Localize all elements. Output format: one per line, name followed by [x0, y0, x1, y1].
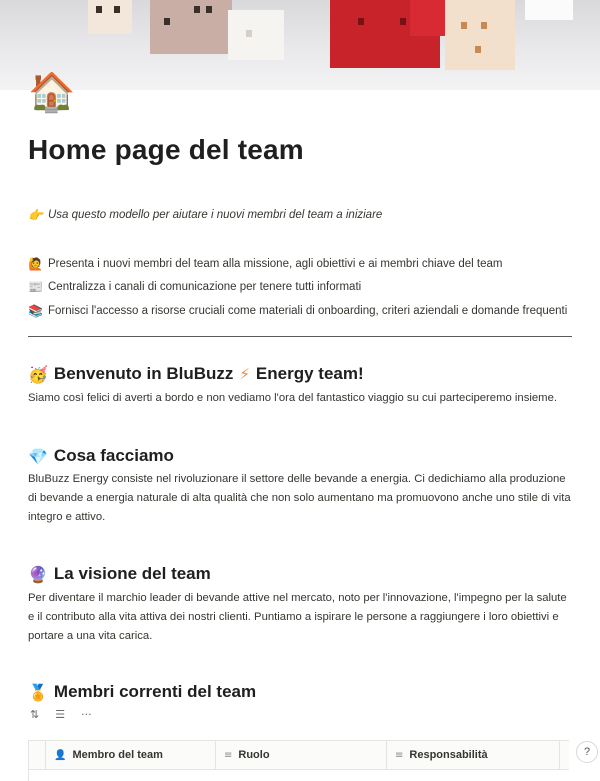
lightning-icon: ⚡ — [239, 365, 250, 383]
column-header-label: Ruolo — [238, 749, 270, 761]
paper-house-white-right — [525, 0, 573, 20]
sort-icon[interactable]: ⇅ — [30, 708, 40, 721]
intro-line — [28, 208, 382, 222]
column-header-member[interactable] — [46, 741, 216, 769]
paper-house-cream — [445, 0, 515, 70]
table-header — [29, 741, 569, 770]
list-item — [28, 304, 567, 318]
pointing-hand-icon: 👉 — [28, 208, 43, 222]
team-vision-text: Per diventare il marchio leader di bevande attive nel mercato, noto per l'innovazione, l'impegno per la salute e il contributo alla vita attiva dei nostri clienti. Puntiamo a ispirare le persone a raggiungere i loro obiettivi e portare a una vita carica. — [28, 592, 567, 642]
list-item — [28, 280, 361, 294]
cover-image — [0, 0, 600, 90]
medal-icon: 🏅 — [28, 682, 48, 702]
help-button[interactable]: ? — [576, 741, 598, 763]
text-property-icon: ≡ — [395, 749, 404, 761]
more-options-icon[interactable]: ··· — [81, 708, 92, 721]
page-icon[interactable]: 🏠 — [28, 70, 76, 114]
heading-text: Benvenuto in BluBuzz — [53, 364, 234, 383]
heading-text: Energy team! — [255, 364, 364, 383]
page-title: Home page del team — [28, 134, 304, 165]
column-header-role[interactable] — [216, 741, 387, 769]
newspaper-icon: 📰 — [28, 280, 43, 294]
paper-house-white — [228, 10, 284, 60]
crystal-ball-icon: 🔮 — [28, 564, 48, 584]
person-icon: 👤 — [54, 749, 67, 761]
heading-current-members — [28, 682, 256, 702]
list-item-text: Centralizza i canali di comunicazione per tenere tutti informati — [48, 281, 362, 293]
paper-house-beige — [88, 0, 132, 34]
raising-hand-icon: 🙋 — [28, 257, 43, 271]
heading-text: La visione del team — [53, 564, 211, 583]
team-members-table — [28, 740, 569, 781]
heading-text: Membri correnti del team — [53, 682, 257, 701]
intro-text: Usa questo modello per aiutare i nuovi membri del team a iniziare — [48, 209, 383, 221]
divider — [28, 336, 572, 337]
filter-icon[interactable]: ☰ — [55, 708, 66, 721]
column-header-label: Responsabilità — [409, 749, 488, 761]
what-we-do-text: BluBuzz Energy consiste nel rivoluzionare il settore delle bevande a energia. Ci dedichiamo alla produzione di bevande a energia naturale di alta qualità che non solo aumentano ma promuovono anche uno stile di vita integro e attivo. — [28, 473, 571, 523]
heading-what-we-do — [28, 446, 174, 466]
gem-icon: 💎 — [28, 446, 48, 466]
paper-house-pink — [150, 0, 232, 54]
party-face-icon: 🥳 — [28, 364, 48, 384]
list-item — [28, 257, 502, 271]
column-header-responsibility[interactable] — [387, 741, 560, 769]
books-icon: 📚 — [28, 304, 43, 318]
column-header-label: Membro del team — [72, 749, 163, 761]
list-item-text: Presenta i nuovi membri del team alla missione, agli obiettivi e ai membri chiave del team — [48, 258, 503, 270]
heading-text: Cosa facciamo — [53, 446, 174, 465]
list-item-text: Fornisci l'accesso a risorse cruciali come materiali di onboarding, criteri aziendali e domande frequenti — [48, 305, 568, 317]
heading-team-vision — [28, 564, 211, 584]
heading-welcome — [28, 364, 364, 384]
welcome-text: Siamo così felici di averti a bordo e non vediamo l'ora del fantastico viaggio su cui parteciperemo insieme. — [28, 392, 557, 404]
row-handle-column — [29, 741, 46, 769]
text-property-icon: ≡ — [224, 749, 233, 761]
database-toolbar — [30, 708, 92, 721]
paper-house-red-small — [410, 0, 450, 36]
